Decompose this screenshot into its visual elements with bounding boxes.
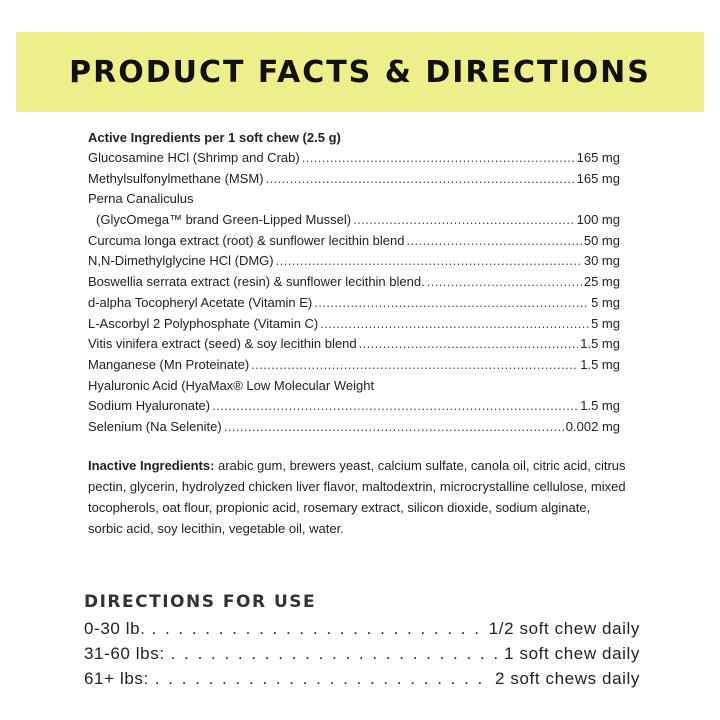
dot-leader	[155, 666, 489, 691]
dosage-row	[84, 641, 640, 666]
ingredient-name: Manganese (Mn Proteinate)	[88, 356, 250, 372]
dot-leader	[276, 251, 582, 272]
ingredient-name: Hyaluronic Acid (HyaMax® Low Molecular Weight	[88, 377, 375, 393]
dot-leader	[224, 417, 564, 438]
ingredient-row	[88, 189, 620, 210]
ingredient-name: Perna Canaliculus	[88, 191, 194, 207]
ingredient-row	[88, 272, 620, 293]
dosage-weight: 0-30 lb.	[84, 619, 146, 638]
dosage-amount: 1/2 soft chew daily	[488, 619, 640, 638]
ingredient-amount: 1.5 mg	[580, 398, 620, 414]
dot-leader	[266, 169, 575, 190]
ingredient-name: N,N-Dimethylglycine HCl (DMG)	[88, 253, 274, 269]
ingredient-amount: 30 mg	[583, 253, 620, 269]
dosage-amount: 1 soft chew daily	[504, 644, 640, 663]
ingredient-amount: 1.5 mg	[580, 336, 620, 352]
ingredient-row	[88, 417, 620, 438]
page-title: PRODUCT FACTS & DIRECTIONS	[69, 54, 651, 90]
dot-leader	[302, 148, 575, 169]
ingredient-amount: 25 mg	[583, 274, 620, 290]
ingredient-name: Glucosamine HCl (Shrimp and Crab)	[88, 150, 300, 165]
active-ingredients-heading: Active Ingredients per 1 soft chew (2.5 g)	[88, 130, 341, 145]
ingredient-amount: 100 mg	[576, 212, 620, 228]
dot-leader	[320, 314, 589, 335]
ingredient-row	[88, 334, 620, 355]
dosage-weight: 31-60 lbs:	[84, 644, 165, 663]
dot-leader	[251, 355, 578, 376]
dot-leader	[359, 334, 579, 355]
ingredient-name: d-alpha Tocopheryl Acetate (Vitamin E)	[88, 294, 313, 310]
dosage-row	[84, 616, 640, 641]
ingredient-name: Methylsulfonylmethane (MSM)	[88, 170, 264, 186]
ingredient-row	[88, 169, 620, 190]
dot-leader	[152, 616, 483, 641]
inactive-ingredients-text: arabic gum, brewers yeast, calcium sulfate, canola oil, citric acid, citrus pectin, glycerin, hydrolyzed chicken liver flavor, maltodextrin, microcrystalline cellulose, mixed tocopherols, oat flour, propionic acid, rosemary extract, silicon dioxide, sodium alginate, sorbic acid, soy lecithin, vegetable oil, water.	[88, 458, 626, 536]
ingredient-row	[88, 396, 620, 417]
inactive-ingredients	[88, 455, 628, 539]
ingredient-name: Sodium Hyaluronate)	[88, 398, 211, 414]
ingredient-row	[88, 210, 620, 231]
ingredient-name: (GlycOmega™ brand Green-Lipped Mussel)	[96, 212, 352, 228]
dosage-amount: 2 soft chews daily	[495, 669, 640, 688]
dosage-row	[84, 666, 640, 691]
ingredient-amount: 5 mg	[591, 294, 620, 310]
active-ingredients-section	[88, 127, 620, 438]
ingredient-amount: 1.5 mg	[580, 356, 620, 372]
ingredient-name: L-Ascorbyl 2 Polyphosphate (Vitamin C)	[88, 315, 319, 331]
ingredient-row	[88, 355, 620, 376]
ingredient-amount: 0.002 mg	[565, 418, 620, 434]
ingredient-amount: 5 mg	[591, 315, 620, 331]
header-banner	[16, 32, 704, 112]
dot-leader	[171, 641, 498, 666]
ingredient-row	[88, 314, 620, 335]
ingredient-row	[88, 376, 620, 397]
directions-title: DIRECTIONS FOR USE	[84, 592, 317, 612]
dot-leader	[353, 210, 575, 231]
dot-leader	[212, 396, 578, 417]
inactive-ingredients-label: Inactive Ingredients:	[88, 458, 215, 473]
ingredient-amount: 50 mg	[583, 232, 620, 248]
dosage-weight: 61+ lbs:	[84, 669, 149, 688]
ingredient-name: Vitis vinifera extract (seed) & soy lecithin blend	[88, 336, 357, 352]
dot-leader	[314, 293, 589, 314]
ingredient-name: Curcuma longa extract (root) & sunflower lecithin blend	[88, 232, 405, 248]
dot-leader	[427, 272, 582, 293]
ingredient-row	[88, 251, 620, 272]
ingredient-row	[88, 293, 620, 314]
ingredient-name: Selenium (Na Selenite)	[88, 418, 222, 434]
ingredient-amount: 165 mg	[576, 170, 620, 186]
ingredient-row	[88, 148, 620, 169]
ingredient-amount: 165 mg	[576, 150, 620, 165]
directions-section	[84, 590, 640, 691]
dot-leader	[406, 231, 581, 252]
ingredient-name: Boswellia serrata extract (resin) & sunflower lecithin blend.	[88, 274, 425, 290]
ingredient-row	[88, 231, 620, 252]
